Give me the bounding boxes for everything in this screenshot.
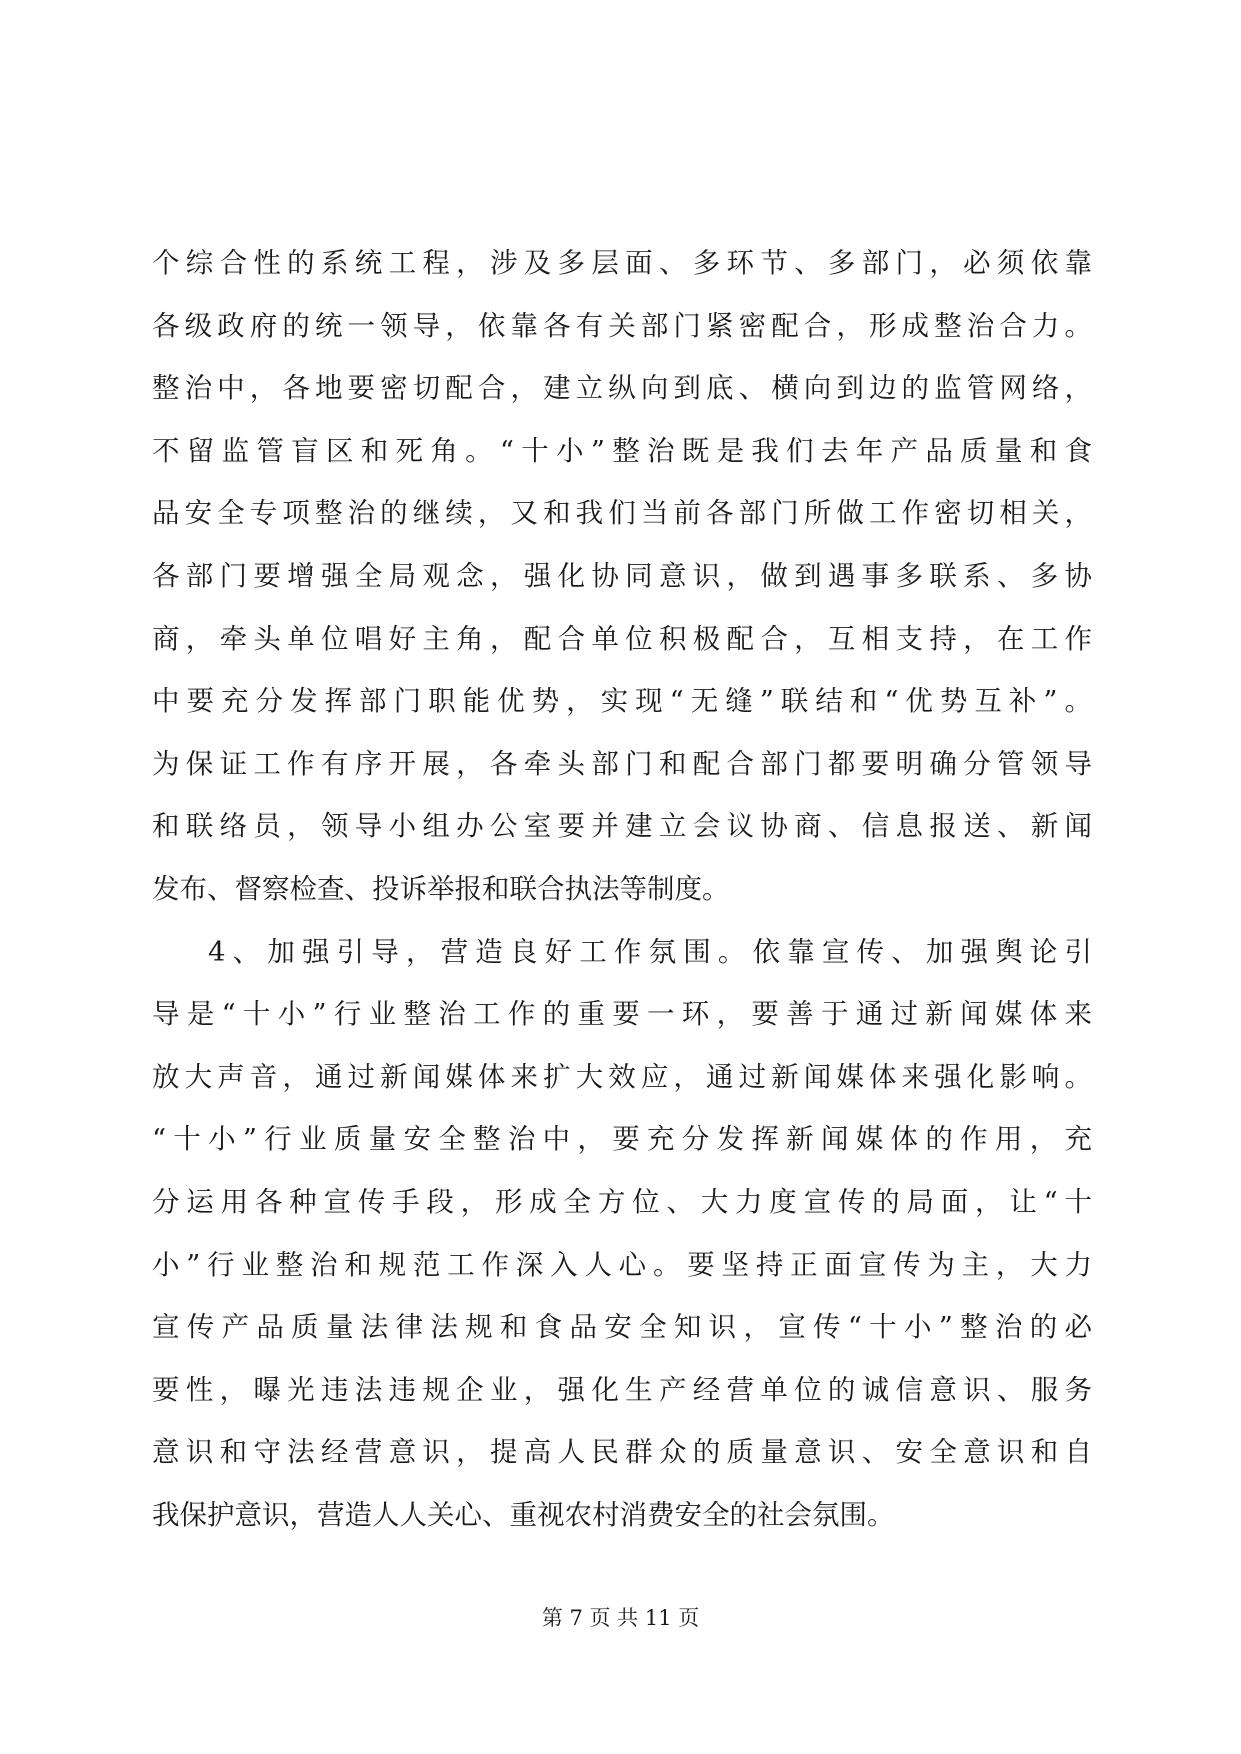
text-line: 个综合性的系统工程，涉及多层面、多环节、多部门，必须依靠 [152, 247, 1092, 279]
page-number-footer: 第 7 页 共 11 页 [541, 1606, 700, 1630]
text-line: 为保证工作有序开展，各牵头部门和配合部门都要明确分管领导 [152, 747, 1092, 780]
text-line: 各部门要增强全局观念，强化协同意识，做到遇事多联系、多协 [152, 559, 1092, 592]
text-line: 品安全专项整治的继续，又和我们当前各部门所做工作密切相关， [152, 497, 1092, 530]
text-line: 小”行业整治和规范工作深入人心。要坚持正面宣传为主，大力 [152, 1248, 1092, 1281]
text-line: 放大声音，通过新闻媒体来扩大效应，通过新闻媒体来强化影响。 [152, 1060, 1092, 1093]
text-line: 宣传产品质量法律法规和食品安全知识，宣传“十小”整治的必 [152, 1311, 1092, 1344]
text-line: 意识和守法经营意识，提高人民群众的质量意识、安全意识和自 [152, 1436, 1092, 1469]
text-line: 不留监管盲区和死角。“十小”整治既是我们去年产品质量和食 [152, 434, 1092, 467]
text-line: 我保护意识，营造人人关心、重视农村消费安全的社会氛围。 [152, 1498, 895, 1531]
document-body [152, 232, 1092, 1546]
text-line: 分运用各种宣传手段，形成全方位、大力度宣传的局面，让“十 [152, 1185, 1092, 1218]
text-line: 商，牵头单位唱好主角，配合单位积极配合，互相支持，在工作 [152, 622, 1092, 655]
text-line: 和联络员，领导小组办公室要并建立会议协商、信息报送、新闻 [152, 810, 1092, 843]
text-line: “十小”行业质量安全整治中，要充分发挥新闻媒体的作用，充 [152, 1123, 1092, 1156]
text-line: 中要充分发挥部门职能优势，实现“无缝”联结和“优势互补”。 [152, 685, 1092, 718]
text-line: 4、加强引导，营造良好工作氛围。依靠宣传、加强舆论引 [208, 935, 1092, 968]
text-line: 要性，曝光违法违规企业，强化生产经营单位的诚信意识、服务 [152, 1373, 1092, 1406]
text-line: 导是“十小”行业整治工作的重要一环，要善于通过新闻媒体来 [152, 998, 1092, 1031]
text-line: 整治中，各地要密切配合，建立纵向到底、横向到边的监管网络， [152, 372, 1092, 405]
text-line: 各级政府的统一领导，依靠各有关部门紧密配合，形成整治合力。 [152, 309, 1092, 342]
text-line: 发布、督察检查、投诉举报和联合执法等制度。 [152, 872, 730, 905]
